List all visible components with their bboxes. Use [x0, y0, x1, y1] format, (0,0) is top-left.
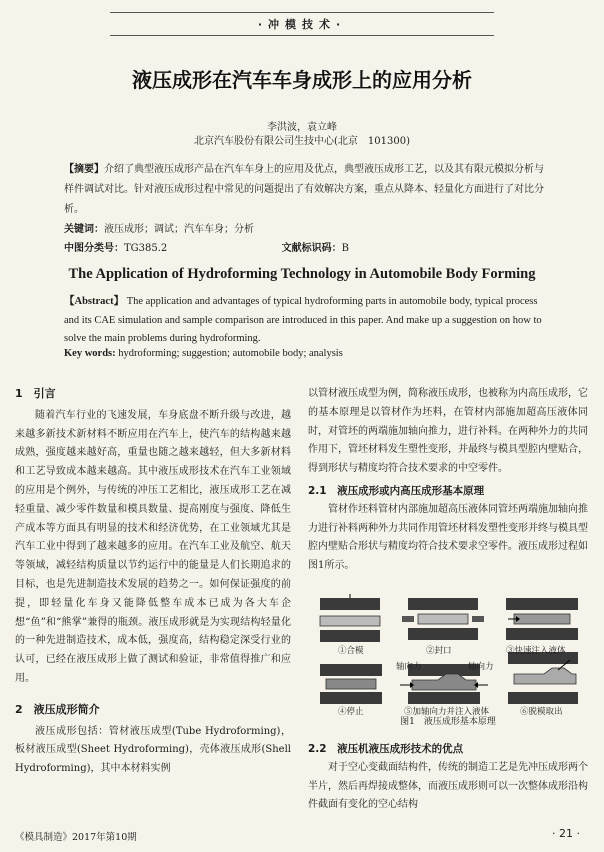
abstract-zh: [64, 160, 550, 220]
keywords-zh-label: 关键词：: [64, 224, 104, 235]
figure1-caption: 图1 液压成形基本原理: [400, 717, 496, 727]
right-column: [308, 385, 588, 576]
doc-code-label: 文献标识码：: [281, 243, 342, 254]
abstract-en-text: The application and advantages of typical hydroforming parts in automobile body, typical process and its CAE simulation and sample comparison are introduced in this paper. And make up a suggestion on how to solve the main problems during hydroforming.: [64, 296, 542, 344]
fig-step4-graphic: [320, 664, 382, 704]
paper-title: 液压成形在汽车车身成形上的应用分析: [132, 68, 472, 92]
section22-heading: 2.2 液压机液压成形技术的优点: [308, 743, 464, 755]
abstract-zh-label: 【摘要】: [64, 164, 104, 175]
fig-step4-label: ④停止: [338, 707, 364, 717]
section1-heading: 1 引言: [15, 387, 56, 400]
section21-paragraph: 管材作坯料管材内部施加超高压液体同管坯两端施加轴向推力进行补料两种外力共同作用管坯材料发塑性变形并终与模具型腔内壁贴合形状与精度均符合技术要求空零件。液压成形过程如图1所示。: [308, 503, 588, 572]
classification-row: [64, 239, 550, 254]
keywords-en-text: hydroforming; suggestion; automobile body; analysis: [118, 348, 343, 359]
abstract-en-label: 【Abstract】: [64, 296, 125, 307]
fig-step1-graphic: [320, 594, 380, 642]
section2-heading: 2 液压成形简介: [15, 702, 100, 716]
fig-step6-label: ⑥脱模取出: [520, 707, 563, 717]
fig-step3-label: ③快速注入液体: [506, 646, 566, 656]
abstract-en: [64, 293, 550, 349]
keywords-en: [64, 348, 550, 359]
fig-step6-graphic: [508, 652, 578, 704]
keywords-zh-text: 液压成形；调试；汽车车身；分析: [104, 224, 254, 235]
journal-footer: 《模具制造》2017年第10期: [15, 832, 137, 843]
right-column-lower: [308, 740, 588, 815]
section2-paragraph: 液压成形包括：管材液压成型(Tube Hydroforming)，板材液压成型(Sheet Hydroforming)，壳体液压成形(Shell Hydroforming)，其中本材料实例: [15, 725, 291, 775]
paper-title-en: The Application of Hydroforming Technology in Automobile Body Forming: [68, 266, 536, 282]
abstract-zh-text: 介绍了典型液压成形产品在汽车车身上的应用及优点，典型液压成形工艺，以及其有限元模拟分析与样件调试对比。针对液压成形过程中常见的问题提出了有效解决方案，重点从降本、轻量化方面进行了对比分析。: [64, 164, 544, 215]
section22-paragraph: 对于空心变截面结构件，传统的制造工艺是先冲压成形两个半片，然后再焊接成整体，而液压成形则可以一次整体成形沿构件截面有变化的空心结构: [308, 761, 588, 811]
fig-step2-graphic: [402, 598, 484, 640]
figure1: [308, 594, 588, 729]
fig-force-label-right: 轴向力: [468, 662, 494, 672]
clc-label: 中图分类号：: [64, 243, 124, 254]
section2-continued: 以管材液压成型为例，简称液压成形，也被称为内高压成形，它的基本原理是以管材作为坯料，在管材内部施加超高压液体同时，对管坯的两端施加轴向推力，进行补料。在两种外力的共同作用下，管坯材料发生塑性变形，并最终与模具型腔内壁贴合，得到形状与精度均符合技术要求的中空零件。: [308, 388, 588, 475]
fig-step1-label: ①合模: [338, 646, 364, 656]
journal-section-header: [110, 12, 494, 36]
fig-step3-graphic: [506, 598, 578, 640]
left-column: [15, 385, 291, 779]
clc-value: TG385.2: [124, 243, 168, 254]
doc-code-value: B: [341, 243, 350, 254]
section1-paragraph: 随着汽车行业的飞速发展，车身底盘不断升级与改进，越来越多新技术新材料不断应用在汽车上，使汽车的结构越来越成熟，强度越来越好高，重量也随之越来越轻，但大多新材料和工艺导致成本越来越高。其中液压成形技术在汽车工业领域的应用是个例外，与传统的冲压工艺相比，液压成形工艺在减轻重量、减少零件数量和模具数量、提高刚度与强度、降低生产成本等方面具有明显的技术和经济优势，在工业领域尤其是汽车工业中得到了越来越多的应用。在汽车工业及航空、航天等领域，减轻结构质量以节约运行中的能量是人们长期追求的目标，也是先进制造技术发展的趋势之一。如何保证强度的前提，即轻量化车身又能降低整车成本已成为各大车企想“鱼”和“熊掌”兼得的瓶颈。液压成形就是为实现结构轻量化的一种先进制造技术，成本低，强度高，结构稳定深受行业的认可，已经在液压成形上做了测试和验证，非常值得推广和应用。: [15, 409, 291, 684]
keywords-zh: [64, 222, 550, 238]
page-number: · 21 ·: [552, 827, 580, 840]
keywords-en-label: Key words:: [64, 348, 116, 359]
section-band-text: ·冲模技术·: [257, 18, 347, 31]
fig-step5-label: ⑤加轴向力并注入液体: [404, 707, 490, 717]
section21-heading: 2.1 液压成形或内高压成形基本原理: [308, 484, 485, 497]
affiliation: 北京汽车股份有限公司生技中心(北京 101300): [194, 136, 410, 147]
fig-force-label-left: 轴向力: [396, 662, 422, 672]
authors: 李洪波，袁立峰: [267, 122, 337, 133]
fig-step2-label: ②封口: [426, 646, 452, 656]
